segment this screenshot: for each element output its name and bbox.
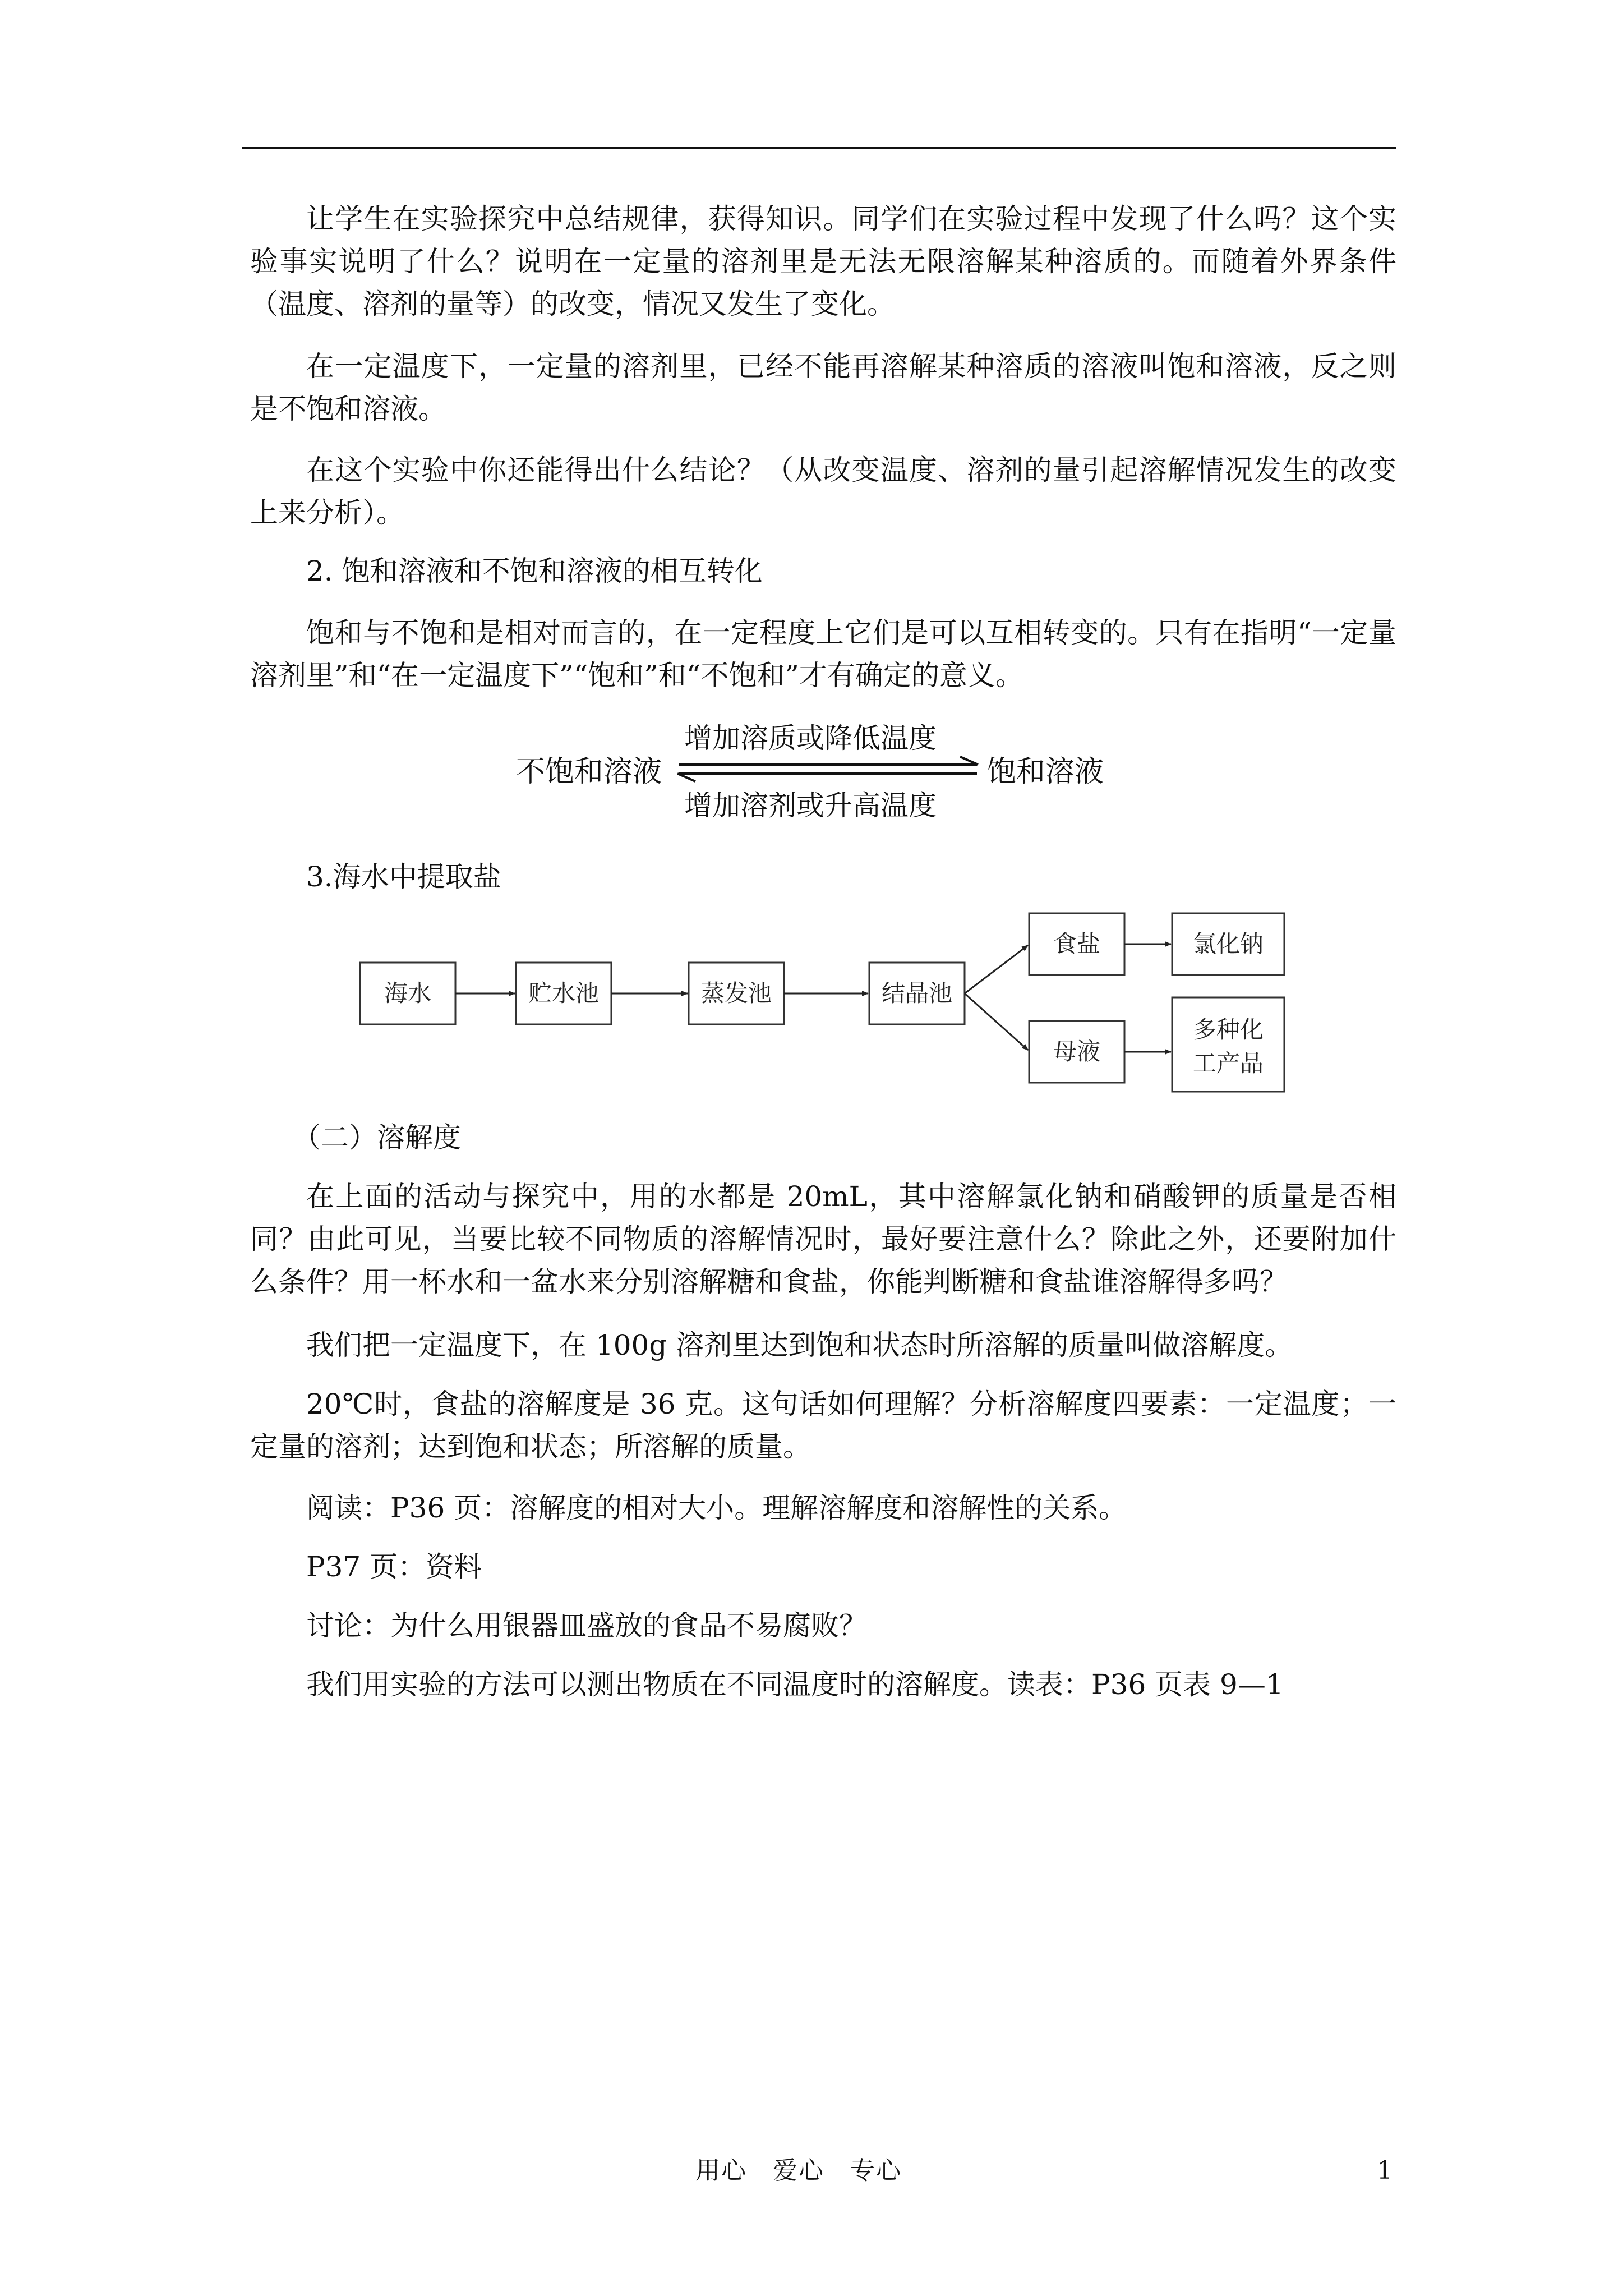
paragraph-1: 让学生在实验探究中总结规律，获得知识。同学们在实验过程中发现了什么吗？这个实验事实说明了什么？说明在一定量的溶剂里是无法无限溶解某种溶质的。而随着外界条件（温度、溶剂的量等）的改变，情况又发生了变化。 <box>250 203 1396 320</box>
paragraph-3: 在这个实验中你还能得出什么结论？（从改变温度、溶剂的量引起溶解情况发生的改变上来分析）。 <box>250 454 1396 529</box>
arrow-crystallization-to-salt <box>965 945 1028 993</box>
paragraph-7: 20℃时，食盐的溶解度是 36 克。这句话如何理解？分析溶解度四要素：一定温度；一定量的溶剂；达到饱和状态；所溶解的质量。 <box>250 1388 1396 1463</box>
left-arrow <box>677 774 977 781</box>
section-heading-solubility: （二）溶解度 <box>293 1121 461 1154</box>
chemical-products-label-line1: 多种化 <box>1192 1016 1264 1043</box>
paragraph-9: P37 页：资料 <box>306 1550 482 1583</box>
chemical-products-label-line2: 工产品 <box>1192 1050 1264 1077</box>
top-arrow-label: 增加溶质或降低温度 <box>684 722 937 754</box>
seawater-label: 海水 <box>384 979 432 1007</box>
sodium-chloride-label: 氯化钠 <box>1192 930 1264 958</box>
unsaturated-solution-label: 不饱和溶液 <box>516 755 662 789</box>
salt-extraction-flowchart <box>353 903 1295 1099</box>
chemical-products-box <box>1172 997 1284 1092</box>
storage-pool-label: 贮水池 <box>528 979 600 1007</box>
paragraph-6: 我们把一定温度下，在 100g 溶剂里达到饱和状态时所溶解的质量叫做溶解度。 <box>306 1329 1293 1361</box>
section-heading-3: 3.海水中提取盐 <box>306 861 501 893</box>
arrow-crystallization-to-mother-liquor <box>965 993 1028 1050</box>
paragraph-8: 阅读：P36 页：溶解度的相对大小。理解溶解度和溶解性的关系。 <box>306 1492 1127 1524</box>
bottom-arrow-label: 增加溶剂或升高温度 <box>684 789 937 822</box>
section-heading-2: 2. 饱和溶液和不饱和溶液的相互转化 <box>306 555 763 587</box>
mother-liquor-label: 母液 <box>1053 1038 1101 1065</box>
paragraph-5: 在上面的活动与探究中，用的水都是 20mL，其中溶解氯化钠和硝酸钾的质量是否相同？由此可见，当要比较不同物质的溶解情况时，最好要注意什么？除此之外，还要附加什么条件？用一杯水和一盆水来分别溶解糖和食盐，你能判断糖和食盐谁溶解得多吗？ <box>250 1180 1396 1298</box>
header-rule <box>242 147 1396 149</box>
paragraph-2: 在一定温度下，一定量的溶剂里，已经不能再溶解某种溶质的溶液叫饱和溶液，反之则是不饱和溶液。 <box>250 350 1396 425</box>
paragraph-11: 我们用实验的方法可以测出物质在不同温度时的溶解度。读表：P36 页表 9—1 <box>306 1668 1284 1701</box>
footer-motto: 用心 爱心 专心 <box>695 2156 902 2185</box>
evaporation-pool-label: 蒸发池 <box>700 979 772 1007</box>
salt-label: 食盐 <box>1053 930 1101 958</box>
conversion-diagram <box>516 715 1122 830</box>
saturated-solution-label: 饱和溶液 <box>987 755 1104 789</box>
paragraph-4: 饱和与不饱和是相对而言的，在一定程度上它们是可以互相转变的。只有在指明“一定量溶剂里”和“在一定温度下”“饱和”和“不饱和”才有确定的意义。 <box>250 616 1396 692</box>
page-number: 1 <box>1377 2156 1393 2185</box>
paragraph-10: 讨论：为什么用银器皿盛放的食品不易腐败？ <box>306 1609 867 1642</box>
right-arrow <box>679 757 978 765</box>
crystallization-pool-label: 结晶池 <box>881 979 953 1007</box>
